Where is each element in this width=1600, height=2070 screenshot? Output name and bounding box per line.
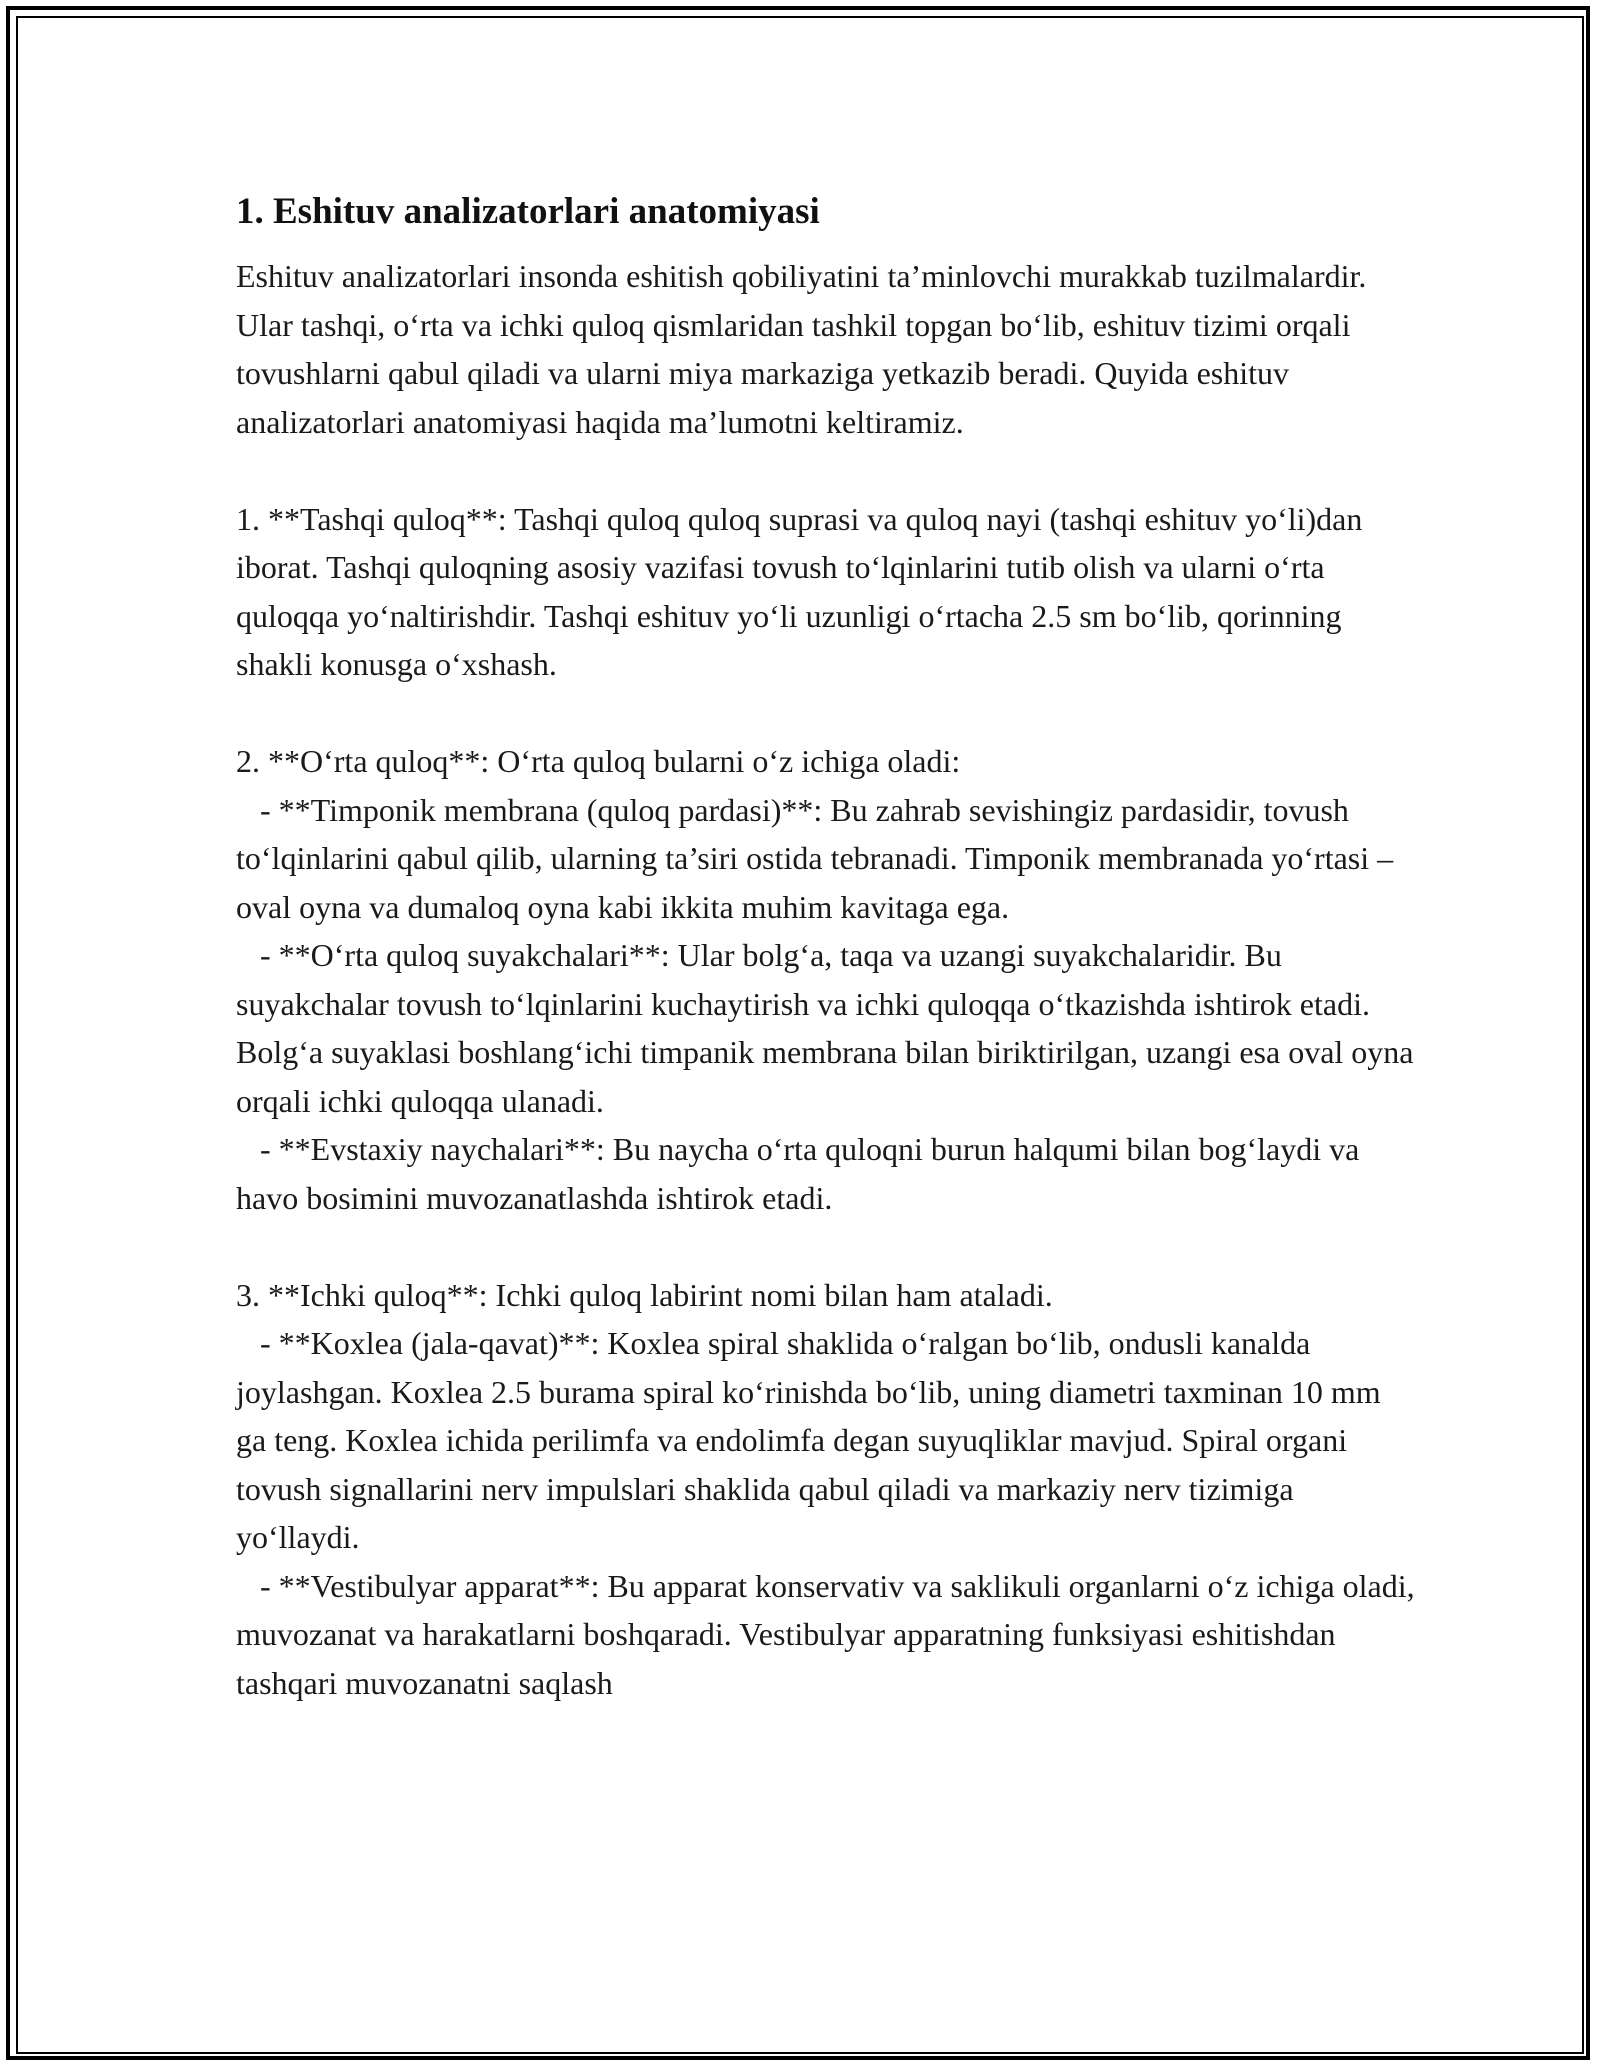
inner-ear-title: 3. **Ichki quloq**: Ichki quloq labirint nomi bilan ham ataladi.: [236, 1276, 1053, 1313]
paragraph-gap: [236, 1222, 1416, 1271]
outer-ear-paragraph: 1. **Tashqi quloq**: Tashqi quloq quloq suprasi va quloq nayi (tashqi eshituv yo‘li)dan iborat. Tashqi quloqning asosiy vazifasi tovush to‘lqinlarini tutib olish va ularni o‘rta quloqqa yo‘naltirishdir. Tashqi eshituv yo‘li uzunligi o‘rtacha 2.5 sm bo‘lib, qorinning shakli konusga o‘xshash.: [236, 500, 1363, 682]
inner-ear-item-vestibular: - **Vestibulyar apparat**: Bu apparat konservativ va saklikuli organlarni o‘z ichiga oladi, muvozanat va harakatlarni boshqaradi. Vestibulyar apparatning funksiyasi eshitishdan tashqari muvozanatni saqlash: [236, 1567, 1423, 1701]
middle-ear-item-eustachian: - **Evstaxiy naychalari**: Bu naycha o‘rta quloqni burun halqumi bilan bog‘laydi va havo bosimini muvozanatlashda ishtirok etadi.: [236, 1131, 1368, 1216]
paragraph-gap: [236, 446, 1416, 495]
middle-ear-item-ossicles: - **O‘rta quloq suyakchalari**: Ular bolg‘a, taqa va uzangi suyakchalaridir. Bu suyakchalar tovush to‘lqinlarini kuchaytirish va ichki quloqqa o‘tkazishda ishtirok etadi. Bolg‘a suyaklasi boshlang‘ichi timpanik membrana bilan biriktirilgan, uzangi esa oval oyna orqali ichki quloqqa ulanadi.: [236, 937, 1422, 1119]
paragraph-gap: [236, 689, 1416, 738]
middle-ear-title: 2. **O‘rta quloq**: O‘rta quloq bularni o‘z ichiga oladi:: [236, 743, 961, 779]
middle-ear-item-membrane: - **Timponik membrana (quloq pardasi)**: Bu zahrab sevishingiz pardasidir, tovush to‘lqinlarini qabul qilib, ularning ta’siri ostida tebranadi. Timponik membranada yo‘rtasi – oval oyna va dumaloq oyna kabi ikkita muhim kavitaga ega.: [236, 791, 1402, 925]
section-heading: 1. Eshituv analizatorlari anatomiyasi: [236, 191, 820, 232]
document-body: [236, 186, 1423, 1707]
inner-ear-item-cochlea: - **Koxlea (jala-qavat)**: Koxlea spiral shaklida o‘ralgan bo‘lib, ondusli kanalda joylashgan. Koxlea 2.5 burama spiral ko‘rinishda bo‘lib, uning diametri taxminan 10 mm ga teng. Koxlea ichida perilimfa va endolimfa degan suyuqliklar mavjud. Spiral organi tovush signallarini nerv impulslari shaklida qabul qiladi va markaziy nerv tizimiga yo‘llaydi.: [236, 1325, 1389, 1555]
intro-paragraph: Eshituv analizatorlari insonda eshitish qobiliyatini ta’minlovchi murakkab tuzilmalardir. Ular tashqi, o‘rta va ichki quloq qismlaridan tashkil topgan bo‘lib, eshituv tizimi orqali tovushlarni qabul qiladi va ularni miya markaziga yetkazib beradi. Quyida eshituv analizatorlari anatomiyasi haqida ma’lumotni keltiramiz.: [236, 258, 1367, 440]
